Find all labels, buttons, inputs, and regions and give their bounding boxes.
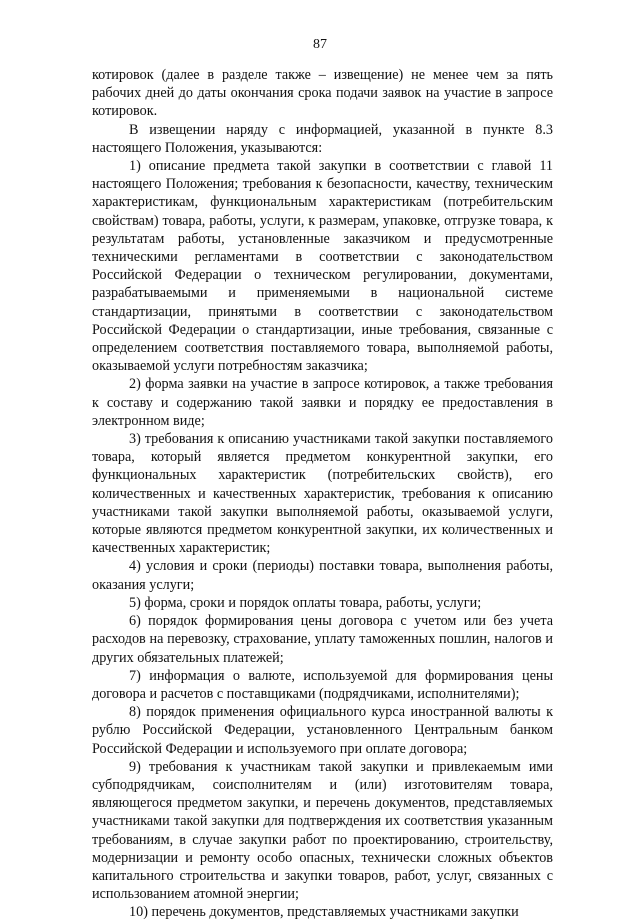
paragraph-item-4: 4) условия и сроки (периоды) поставки товара, выполнения работы, оказания услуги;: [92, 558, 553, 593]
paragraph-item-6: 6) порядок формирования цены договора с учетом или без учета расходов на перевозку, страхование, уплату таможенных пошлин, налогов и других обязательных платежей;: [92, 613, 553, 666]
document-body: [92, 66, 553, 922]
page-number: 87: [313, 37, 327, 52]
paragraph-continuation: котировок (далее в разделе также – извещение) не менее чем за пять рабочих дней до даты окончания срока подачи заявок на участие в запросе котировок.: [92, 67, 553, 120]
paragraph-item-3: 3) требования к описанию участниками такой закупки поставляемого товара, который является предметом конкурентной закупки, его функциональных характеристик (потребительских свойств), его количественных и качественных характеристик, требования к описанию участниками такой закупки выполняемой работы, оказываемой услуги, которые являются предметом конкурентной закупки, их количественных и качественных характеристик;: [92, 431, 553, 557]
paragraph-item-9: 9) требования к участникам такой закупки и привлекаемым ими субподрядчикам, соисполнителям и (или) изготовителям товара, являющегося предметом закупки, и перечень документов, представляемых участниками такой закупки для подтверждения их соответствия указанным требованиям, в случае закупки работ по проектированию, строительству, модернизации и ремонту особо опасных, технически сложных объектов капитального строительства и закупки товаров, работ, услуг, связанных с использованием атомной энергии;: [92, 758, 553, 903]
paragraph-item-1: 1) описание предмета такой закупки в соответствии с главой 11 настоящего Положения; требования к безопасности, качеству, техническим характеристикам, функциональным характеристикам (потребительским свойствам) товара, работы, услуги, к размерам, упаковке, отгрузке товара, к результатам работы, установленные заказчиком и предусмотренные техническими регламентами в соответствии с законодательством Российской Федерации о техническом регулировании, документами, разрабатываемыми и применяемыми в национальной системе стандартизации, принятыми в соответствии с законодательством Российской Федерации о стандартизации, иные требования, связанные с определением соответствия поставляемого товара, выполняемой работы, оказываемой услуги потребностям заказчика;: [92, 158, 553, 375]
paragraph-item-5: 5) форма, сроки и порядок оплаты товара, работы, услуги;: [129, 594, 482, 611]
paragraph-item-7: 7) информация о валюте, используемой для формирования цены договора и расчетов с поставщиками (подрядчиками, исполнителями);: [92, 667, 553, 702]
paragraph-item-10: 10) перечень документов, представляемых участниками закупки: [129, 904, 519, 921]
paragraph-notice-intro: В извещении наряду с информацией, указанной в пункте 8.3 настоящего Положения, указываются:: [92, 121, 553, 156]
paragraph-item-8: 8) порядок применения официального курса иностранной валюты к рублю Российской Федерации, установленного Центральным банком Российской Федерации и используемого при оплате договора;: [92, 704, 553, 757]
paragraph-item-2: 2) форма заявки на участие в запросе котировок, а также требования к составу и содержанию такой заявки и порядку ее предоставления в электронном виде;: [92, 376, 553, 429]
